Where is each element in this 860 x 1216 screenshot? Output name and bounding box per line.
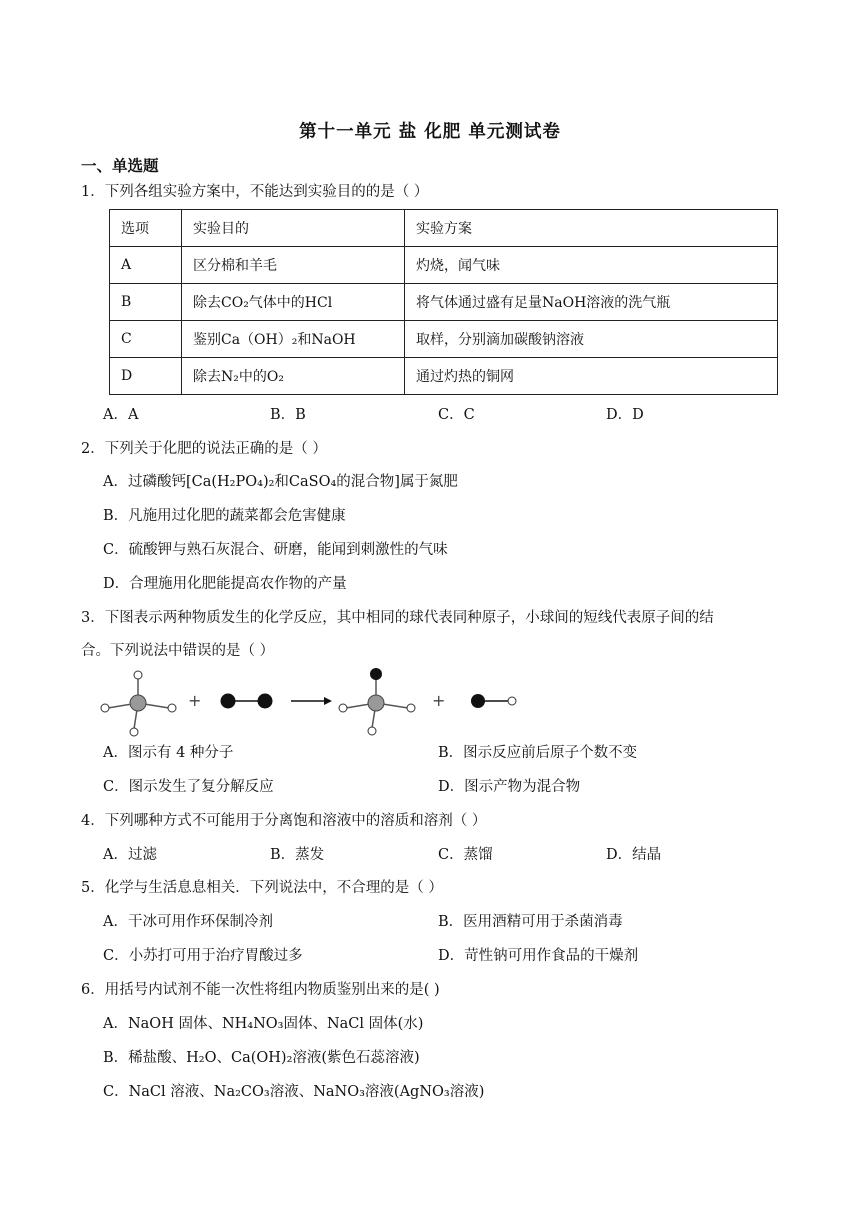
table-cell: 取样，分别滴加碳酸钠溶液 xyxy=(405,321,778,358)
table-cell: 灼烧，闻气味 xyxy=(405,247,778,284)
choice-c[interactable]: C．小苏打可用于治疗胃酸过多 xyxy=(103,948,303,964)
question-5-choices-row1 xyxy=(103,912,783,932)
question-4-choices xyxy=(103,845,783,865)
choice-b[interactable]: B．B xyxy=(270,407,306,423)
choice-d[interactable]: D．苛性钠可用作食品的干燥剂 xyxy=(438,948,639,964)
plus-sign: + xyxy=(432,691,446,710)
question-6-stem: 6．用括号内试剂不能一次性将组内物质鉴别出来的是( ) xyxy=(81,982,440,998)
question-3-stem-line1: 3．下图表示两种物质发生的化学反应，其中相同的球代表同种原子，小球间的短线代表原子间的结 xyxy=(81,610,714,626)
choice-d[interactable]: D．合理施用化肥能提高农作物的产量 xyxy=(103,576,347,592)
reaction-arrow-icon xyxy=(291,697,332,705)
table-cell: 除去N₂中的O₂ xyxy=(182,358,405,395)
table-header-cell: 选项 xyxy=(110,210,182,247)
table-cell: D xyxy=(110,358,182,395)
question-1-choices xyxy=(103,405,783,425)
choice-b[interactable]: B．图示反应前后原子个数不变 xyxy=(438,745,638,761)
question-1-stem: 1．下列各组实验方案中，不能达到实验目的的是（ ） xyxy=(81,184,429,200)
choice-c[interactable]: C．硫酸钾与熟石灰混合、研磨，能闻到刺激性的气味 xyxy=(103,542,448,558)
question-5-stem: 5．化学与生活息息相关．下列说法中，不合理的是（ ） xyxy=(81,880,443,896)
table-row xyxy=(110,321,778,358)
table-row xyxy=(110,284,778,321)
question-2-stem: 2．下列关于化肥的说法正确的是（ ） xyxy=(81,441,327,457)
choice-c[interactable]: C．C xyxy=(438,407,475,423)
table-header-cell: 实验目的 xyxy=(182,210,405,247)
reactant-molecule-1 xyxy=(101,671,176,736)
choice-c[interactable]: C．NaCl 溶液、Na₂CO₃溶液、NaNO₃溶液(AgNO₃溶液) xyxy=(103,1084,485,1100)
choice-d[interactable]: D．图示产物为混合物 xyxy=(438,779,581,795)
choice-a[interactable]: A．过滤 xyxy=(103,847,157,863)
choice-a[interactable]: A．图示有 4 种分子 xyxy=(103,745,234,761)
choice-a[interactable]: A．NaOH 固体、NH₄NO₃固体、NaCl 固体(水) xyxy=(103,1016,424,1032)
choice-a[interactable]: A．过磷酸钙[Ca(H₂PO₄)₂和CaSO₄的混合物]属于氮肥 xyxy=(103,474,458,490)
choice-b[interactable]: B．蒸发 xyxy=(270,847,325,863)
choice-d[interactable]: D．结晶 xyxy=(606,847,662,863)
product-molecule-1 xyxy=(339,668,415,735)
choice-a[interactable]: A．干冰可用作环保制冷剂 xyxy=(103,914,273,930)
product-molecule-2 xyxy=(471,694,516,708)
table-cell: 除去CO₂气体中的HCl xyxy=(182,284,405,321)
choice-b[interactable]: B．稀盐酸、H₂O、Ca(OH)₂溶液(紫色石蕊溶液) xyxy=(103,1050,420,1066)
choice-d[interactable]: D．D xyxy=(606,407,644,423)
table-row xyxy=(110,358,778,395)
question-3-choices-row1 xyxy=(103,743,783,763)
table-cell: 区分棉和羊毛 xyxy=(182,247,405,284)
choice-c[interactable]: C．蒸馏 xyxy=(438,847,493,863)
section-heading: 一、单选题 xyxy=(81,157,159,175)
question-3-stem-line2: 合。下列说法中错误的是（ ） xyxy=(81,643,275,659)
plus-sign: + xyxy=(188,691,202,710)
table-header-row xyxy=(110,210,778,247)
reaction-diagram xyxy=(98,664,538,738)
question-4-stem: 4．下列哪种方式不可能用于分离饱和溶液中的溶质和溶剂（ ） xyxy=(81,813,487,829)
table-cell: 将气体通过盛有足量NaOH溶液的洗气瓶 xyxy=(405,284,778,321)
choice-a[interactable]: A．A xyxy=(103,407,139,423)
page-title: 第十一单元 盐 化肥 单元测试卷 xyxy=(299,122,561,142)
choice-c[interactable]: C．图示发生了复分解反应 xyxy=(103,779,274,795)
table-row xyxy=(110,247,778,284)
table-cell: 通过灼热的铜网 xyxy=(405,358,778,395)
question-3-choices-row2 xyxy=(103,777,783,797)
choice-b[interactable]: B．凡施用过化肥的蔬菜都会危害健康 xyxy=(103,508,346,524)
table-cell: B xyxy=(110,284,182,321)
table-header-cell: 实验方案 xyxy=(405,210,778,247)
question-5-choices-row2 xyxy=(103,946,783,966)
reactant-molecule-2 xyxy=(221,694,273,709)
table-cell: A xyxy=(110,247,182,284)
question-1-table xyxy=(109,209,778,395)
table-cell: C xyxy=(110,321,182,358)
choice-b[interactable]: B．医用酒精可用于杀菌消毒 xyxy=(438,914,623,930)
table-cell: 鉴别Ca（OH）₂和NaOH xyxy=(182,321,405,358)
